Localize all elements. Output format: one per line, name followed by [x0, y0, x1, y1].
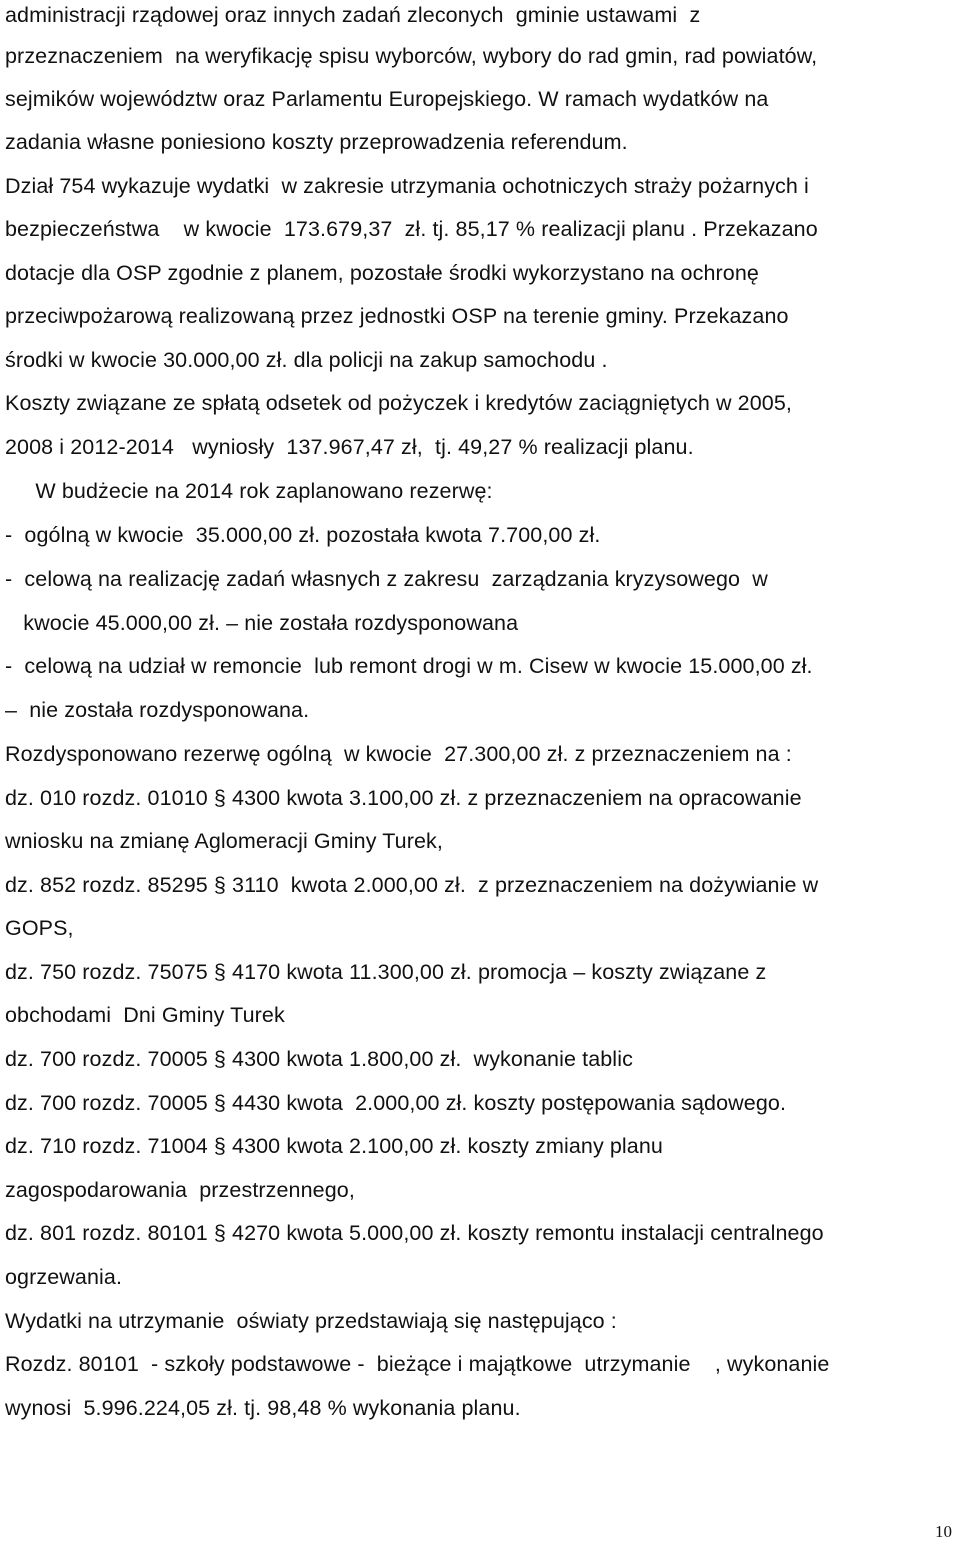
text-line: W budżecie na 2014 rok zaplanowano rezerwę:: [5, 479, 493, 503]
text-line: sejmików województw oraz Parlamentu Europejskiego. W ramach wydatków na: [5, 87, 769, 111]
text-line: - celową na realizację zadań własnych z zakresu zarządzania kryzysowego w: [5, 567, 768, 591]
text-line: wniosku na zmianę Aglomeracji Gminy Turek,: [5, 829, 443, 853]
text-line: Dział 754 wykazuje wydatki w zakresie utrzymania ochotniczych straży pożarnych i: [5, 174, 809, 198]
page-number: 10: [935, 1522, 952, 1541]
text-line: środki w kwocie 30.000,00 zł. dla policji na zakup samochodu .: [5, 348, 608, 372]
text-line: Rozdysponowano rezerwę ogólną w kwocie 27.300,00 zł. z przeznaczeniem na :: [5, 742, 792, 766]
text-line: dz. 750 rozdz. 75075 § 4170 kwota 11.300,00 zł. promocja – koszty związane z: [5, 960, 767, 984]
text-line: dz. 700 rozdz. 70005 § 4300 kwota 1.800,00 zł. wykonanie tablic: [5, 1047, 633, 1071]
text-line: dz. 852 rozdz. 85295 § 3110 kwota 2.000,00 zł. z przeznaczeniem na dożywianie w: [5, 873, 819, 897]
text-line: bezpieczeństwa w kwocie 173.679,37 zł. tj. 85,17 % realizacji planu . Przekazano: [5, 217, 818, 241]
text-line: administracji rządowej oraz innych zadań zleconych gminie ustawami z: [5, 3, 701, 27]
text-line: GOPS,: [5, 916, 74, 940]
text-line: zagospodarowania przestrzennego,: [5, 1178, 355, 1202]
text-line: Rozdz. 80101 - szkoły podstawowe - bieżące i majątkowe utrzymanie , wykonanie: [5, 1352, 830, 1376]
text-line: dz. 010 rozdz. 01010 § 4300 kwota 3.100,00 zł. z przeznaczeniem na opracowanie: [5, 786, 802, 810]
text-line: zadania własne poniesiono koszty przeprowadzenia referendum.: [5, 130, 628, 154]
text-line: – nie została rozdysponowana.: [5, 698, 310, 722]
text-line: wynosi 5.996.224,05 zł. tj. 98,48 % wykonania planu.: [5, 1396, 521, 1420]
text-line: 2008 i 2012-2014 wyniosły 137.967,47 zł, tj. 49,27 % realizacji planu.: [5, 435, 694, 459]
document-page: [5, 0, 955, 1543]
text-line: Koszty związane ze spłatą odsetek od pożyczek i kredytów zaciągniętych w 2005,: [5, 391, 792, 415]
text-line: kwocie 45.000,00 zł. – nie została rozdysponowana: [5, 611, 519, 635]
text-line: obchodami Dni Gminy Turek: [5, 1003, 285, 1027]
text-line: dz. 801 rozdz. 80101 § 4270 kwota 5.000,00 zł. koszty remontu instalacji centralnego: [5, 1221, 824, 1245]
text-line: ogrzewania.: [5, 1265, 123, 1289]
text-line: przeciwpożarową realizowaną przez jednostki OSP na terenie gminy. Przekazano: [5, 304, 789, 328]
text-line: dotacje dla OSP zgodnie z planem, pozostałe środki wykorzystano na ochronę: [5, 261, 759, 285]
text-line: - ogólną w kwocie 35.000,00 zł. pozostała kwota 7.700,00 zł.: [5, 523, 601, 547]
text-line: dz. 700 rozdz. 70005 § 4430 kwota 2.000,00 zł. koszty postępowania sądowego.: [5, 1091, 787, 1115]
text-line: dz. 710 rozdz. 71004 § 4300 kwota 2.100,00 zł. koszty zmiany planu: [5, 1134, 663, 1158]
text-line: przeznaczeniem na weryfikację spisu wyborców, wybory do rad gmin, rad powiatów,: [5, 44, 818, 68]
text-line: Wydatki na utrzymanie oświaty przedstawiają się następująco :: [5, 1309, 617, 1333]
text-line: - celową na udział w remoncie lub remont drogi w m. Cisew w kwocie 15.000,00 zł.: [5, 654, 813, 678]
